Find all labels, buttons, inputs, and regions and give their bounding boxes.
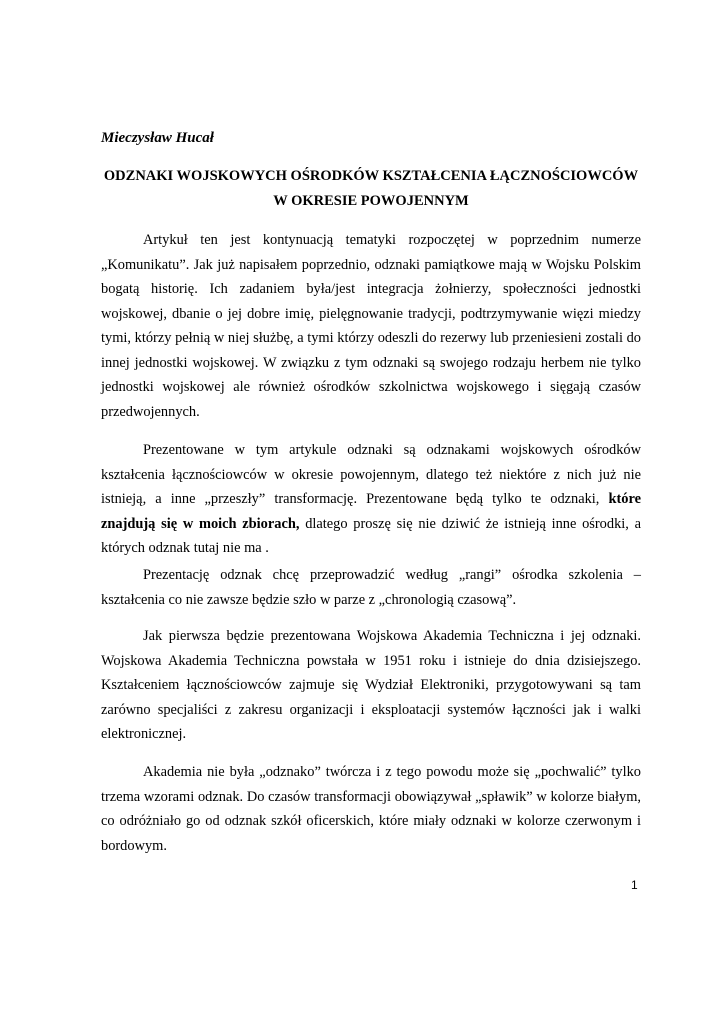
paragraph-2-bold-text: które znajdują się w moich zbiorach,: [101, 491, 641, 532]
paragraph-1: Artykuł ten jest kontynuacją tematyki rozpoczętej w poprzednim numerze „Komunikatu”. Jak już napisałem poprzednio, odznaki pamiątkowe mają w Wojsku Polskim bogatą historię. Ich zadaniem była/jest integracja żołnierzy, społeczności jednostki wojskowej, dbanie o jej dobre imię, pielęgnowanie tradycji, podtrzymywanie więzi miedzy tymi, którzy pełnią w niej służbę, a tymi którzy odeszli do rezerwy lub przeniesieni zostali do innej jednostki wojskowej. W związku z tym odznaki są swojego rodzaju herbem nie tylko jednostki wojskowej ale również ośrodków szkolnictwa wojskowego i sięgają czasów przedwojennych.: [101, 232, 641, 420]
title-line-2: W OKRESIE POWOJENNYM: [273, 193, 469, 209]
page-number: 1: [631, 878, 638, 892]
paragraph-4: Jak pierwsza będzie prezentowana Wojskowa Akademia Techniczna i jej odznaki. Wojskowa Akademia Techniczna powstała w 1951 roku i istnieje do dnia dzisiejszego. Kształceniem łącznościowców zajmuje się Wydział Elektroniki, przygotowywani są tam zarówno specjaliści z zakresu organizacji i eksploatacji systemów łączności jak i walki elektronicznej.: [101, 628, 641, 742]
paragraph-2-text-start: Prezentowane w tym artykule odznaki są odznakami wojskowych ośrodków kształcenia łącznościowców w okresie powojennym, dlatego też niektóre z nich już nie istnieją, a inne „przeszły” transformację. Prezentowane będą tylko te odznaki,: [101, 442, 641, 507]
paragraph-5: Akademia nie była „odznako” twórcza i z tego powodu może się „pochwalić” tylko trzema wzorami odznak. Do czasów transformacji obowiązywał „spławik” w kolorze białym, co odróżniało go od odznak szkół oficerskich, które miały odznaki w kolorze czerwonym i bordowym.: [101, 764, 641, 854]
paragraph-2-text-end: dlatego proszę się nie dziwić że istnieją inne ośrodki, a których odznak tutaj nie ma .: [101, 515, 641, 556]
author-name: Mieczysław Hucał: [101, 130, 214, 146]
paragraph-3: Prezentację odznak chcę przeprowadzić według „rangi” ośrodka szkolenia – kształcenia co nie zawsze będzie szło w parze z „chronologią czasową”.: [101, 567, 641, 608]
title-line-1: ODZNAKI WOJSKOWYCH OŚRODKÓW KSZTAŁCENIA ŁĄCZNOŚCIOWCÓW: [103, 168, 639, 184]
article-title: [101, 164, 641, 214]
paragraph-2: [101, 438, 641, 561]
